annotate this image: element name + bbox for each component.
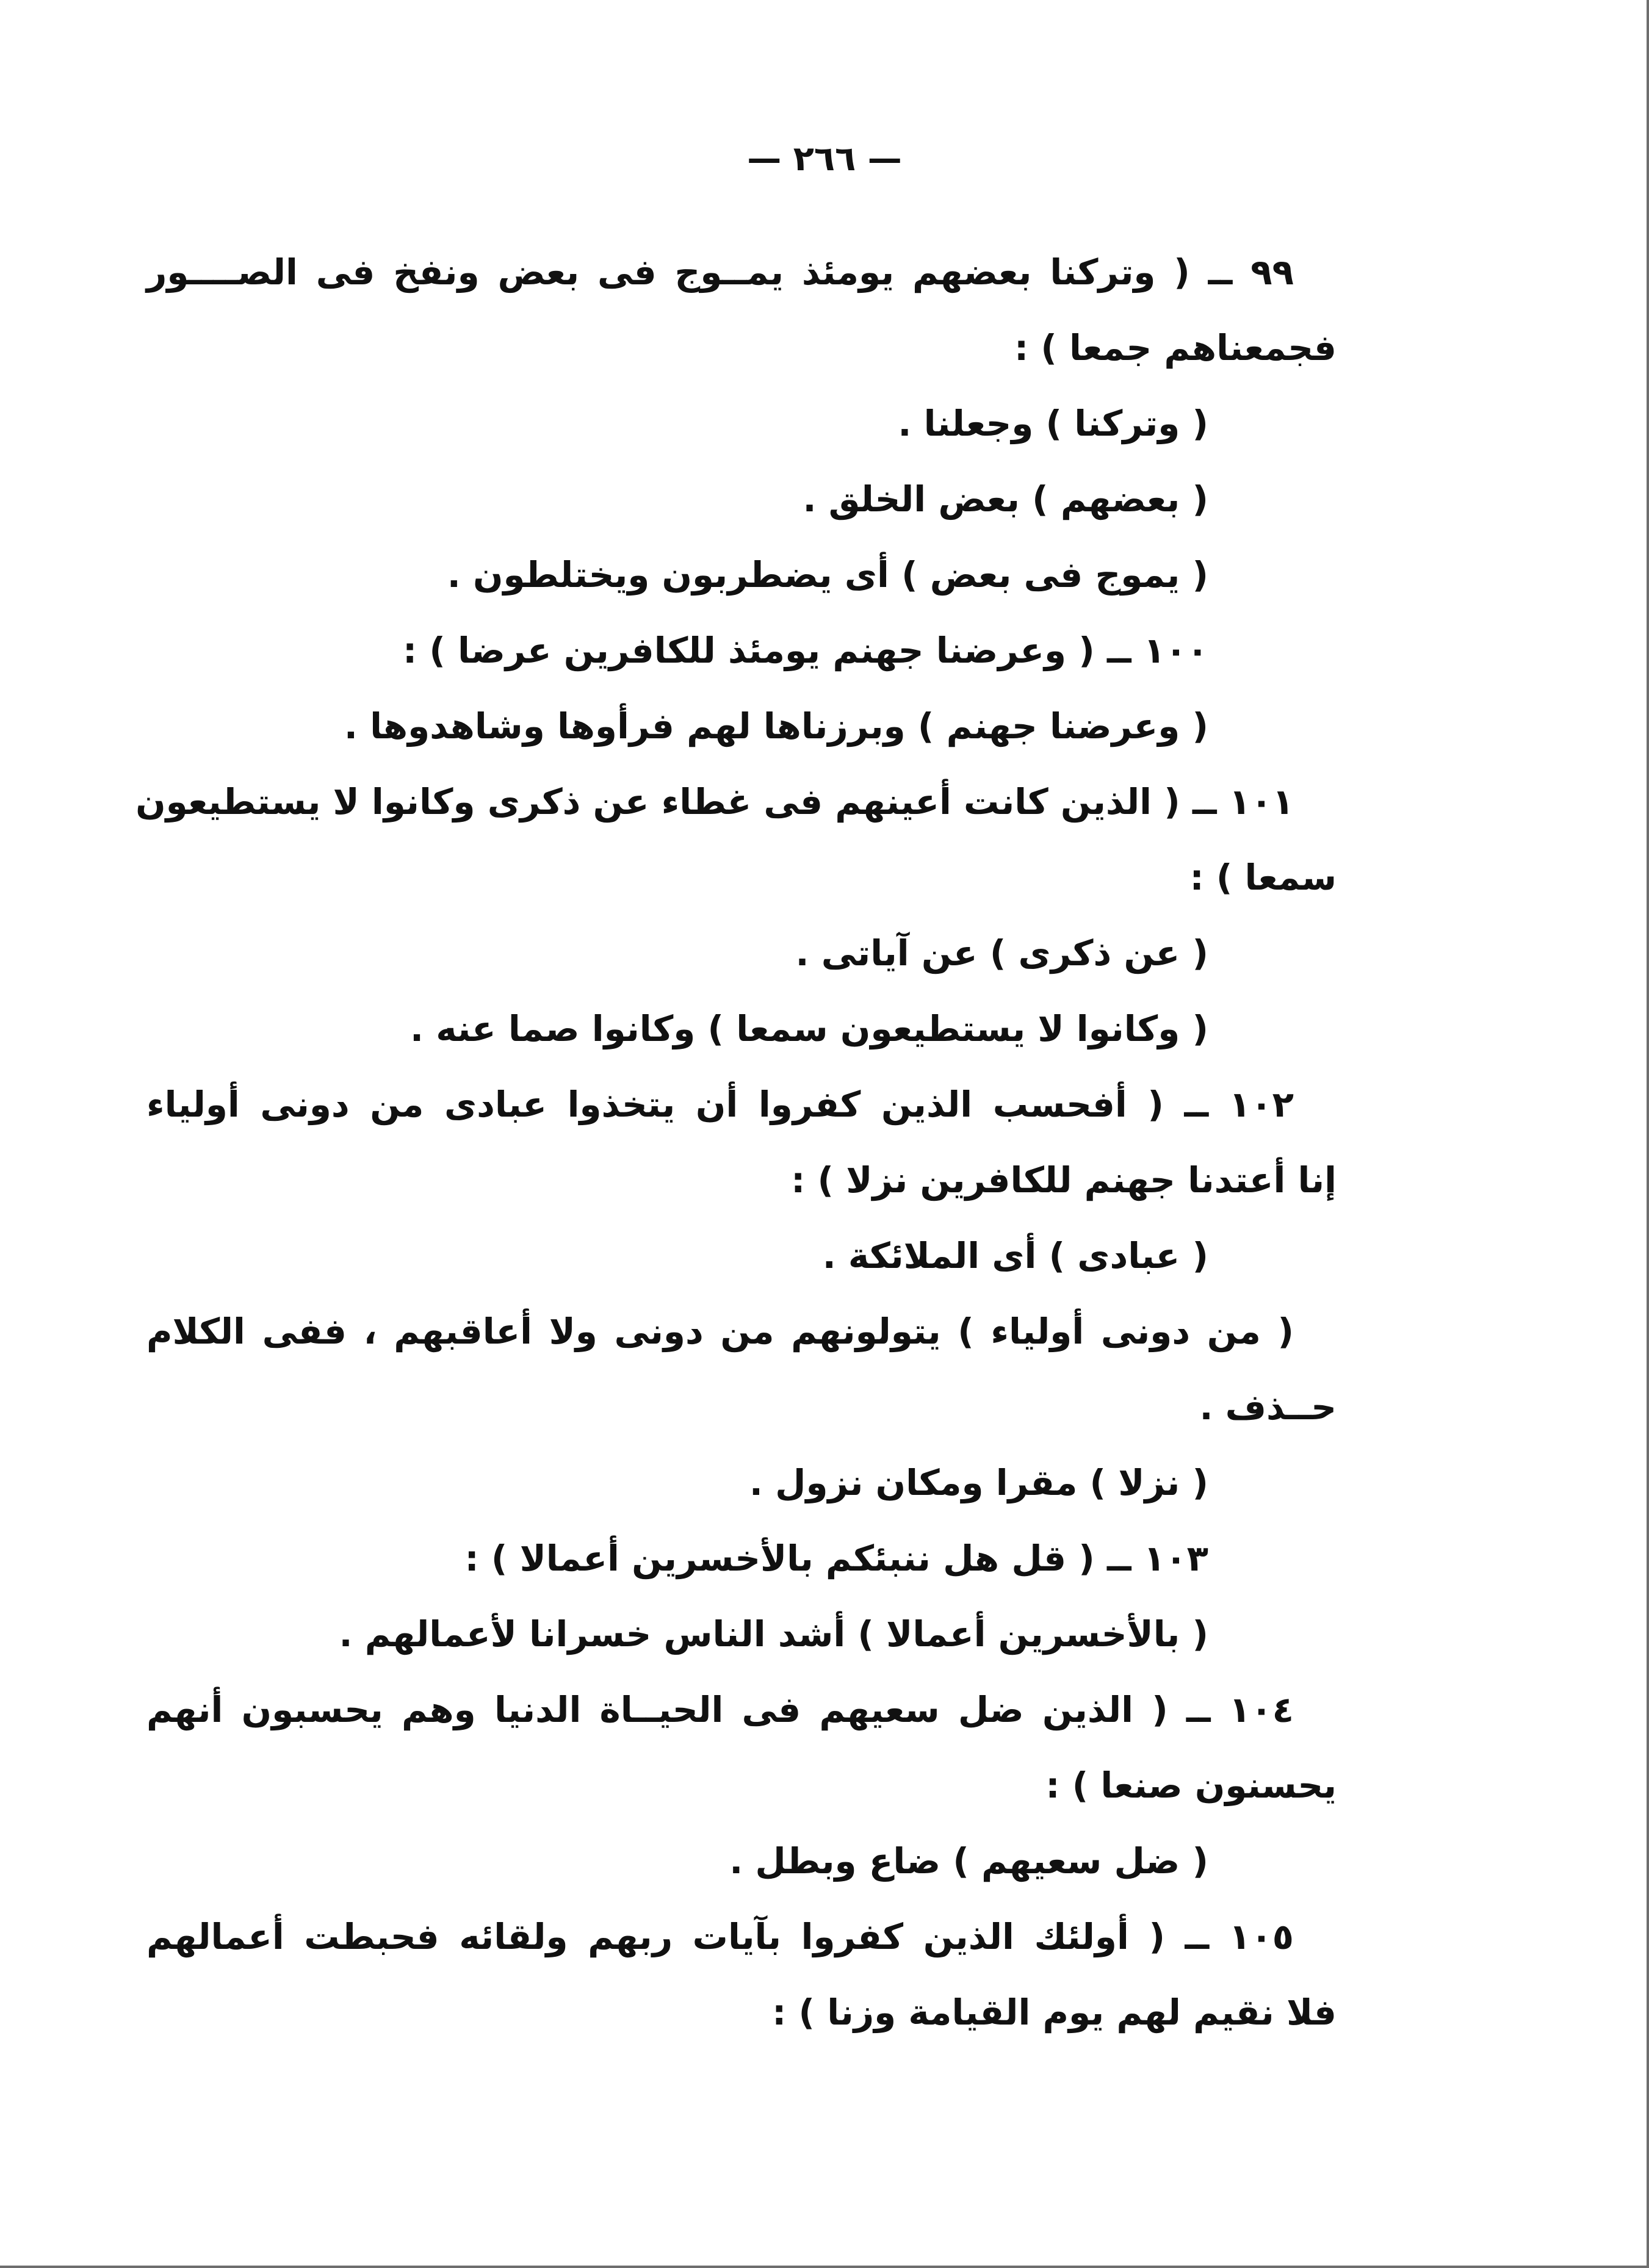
verse-line: فلا نقيم لهم يوم القيامة وزنا ) : [772,1992,1337,2033]
page-edge-bottom [0,2266,1649,2268]
gloss-line: ( ضل سعيهم ) ضاع وبطل . [729,1840,1208,1882]
verse-line: ٩٩ ــ ( وتركنا بعضهم يومئذ يمــوج فى بعض ونفخ فى الصــــور [146,251,1294,293]
verse-103 [146,1521,1337,1596]
verse-line: يحسنون صنعا ) : [1045,1765,1337,1806]
verse-line: فجمعناهم جمعا ) : [1014,327,1337,369]
gloss-line: ( وكانوا لا يستطيعون سمعا ) وكانوا صما عنه . [410,1008,1208,1049]
gloss-line: ( من دونى أولياء ) يتولونهم من دونى ولا أعاقبهم ، ففى الكلام [146,1311,1294,1352]
gloss-line: ( عن ذكرى ) عن آياتى . [795,932,1208,974]
verse-line: سمعا ) : [1189,857,1337,898]
gloss-line: ( عبادى ) أى الملائكة . [822,1235,1208,1276]
verse-line: ١٠٠ ــ ( وعرضنا جهنم يومئذ للكافرين عرضا ) : [402,630,1208,671]
verse-101 [135,764,1337,915]
verse-line: إنا أعتدنا جهنم للكافرين نزلا ) : [791,1159,1337,1201]
gloss-wrapped [146,1294,1337,1445]
verse-102 [146,1067,1337,1218]
verse-line: ١٠٣ ــ ( قل هل ننبئكم بالأخسرين أعمالا ) : [464,1538,1208,1579]
verse-line: ١٠٥ ــ ( أولئك الذين كفروا بآيات ربهم ولقائه فحبطت أعمالهم [146,1916,1294,1957]
page-number: — ٢٦٦ — [747,139,902,179]
verse-99 [146,234,1337,386]
gloss-line: ( بالأخسرين أعمالا ) أشد الناس خسرانا لأعمالهم . [339,1613,1208,1655]
verse-line: ١٠٤ ــ ( الذين ضل سعيهم فى الحيــاة الدنيا وهم يحسبون أنهم [146,1689,1294,1730]
verse-100 [146,613,1337,688]
verse-line: ١٠٢ ــ ( أفحسب الذين كفروا أن يتخذوا عبادى من دونى أولياء [146,1084,1294,1125]
gloss-line: ( بعضهم ) بعض الخلق . [803,478,1208,520]
gloss-line: ( وعرضنا جهنم ) وبرزناها لهم فرأوها وشاهدوها . [344,705,1208,747]
gloss-line: ( يموج فى بعض ) أى يضطربون ويختلطون . [447,554,1208,596]
verse-line: ١٠١ ــ ( الذين كانت أعينهم فى غطاء عن ذكرى وكانوا لا يستطيعون [135,781,1294,823]
verse-104 [146,1672,1337,1823]
page-body [135,234,1337,2050]
gloss-line: ( نزلا ) مقرا ومكان نزول . [749,1462,1208,1503]
gloss-line: حــذف . [1199,1386,1337,1428]
page-edge-right [1647,0,1649,2268]
verse-105 [146,1899,1337,2050]
gloss-line: ( وتركنا ) وجعلنا . [898,403,1208,444]
